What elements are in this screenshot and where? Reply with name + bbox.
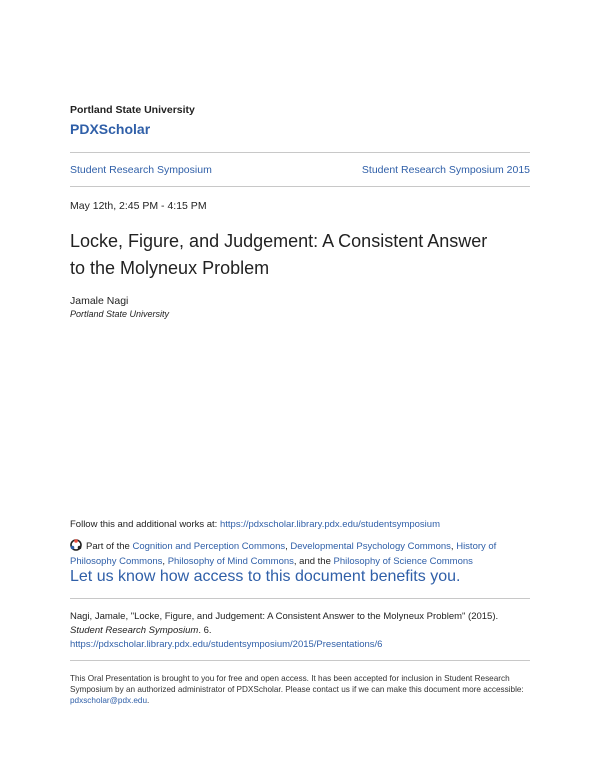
- event-datetime: May 12th, 2:45 PM - 4:15 PM: [70, 200, 207, 212]
- sep-4: , and the: [293, 556, 331, 567]
- sep-2: ,: [450, 541, 454, 552]
- symposium-link[interactable]: Student Research Symposium: [70, 164, 212, 176]
- history-philosophy-link[interactable]: History of Philosophy Commons: [70, 541, 497, 567]
- follow-url-link[interactable]: https://pdxscholar.library.pdx.edu/studentsymposium: [219, 519, 440, 530]
- sep-1: ,: [285, 541, 288, 552]
- contact-email-link[interactable]: pdxscholar@pdx.edu: [70, 696, 148, 705]
- cognition-perception-link[interactable]: Cognition and Perception Commons: [132, 541, 286, 552]
- citation: [70, 610, 540, 652]
- access-notice: [70, 673, 530, 706]
- citation-journal: Student Research Symposium: [70, 625, 199, 636]
- part-of-commons: [70, 539, 540, 569]
- philosophy-science-link[interactable]: Philosophy of Science Commons: [333, 556, 473, 567]
- feedback-link[interactable]: Let us know how access to this document benefits you.: [70, 568, 461, 585]
- university-name: Portland State University: [70, 104, 195, 116]
- developmental-psychology-link[interactable]: Developmental Psychology Commons: [290, 541, 451, 552]
- notice-text: This Oral Presentation is brought to you for free and open access. It has been accepted for inclusion in Student Research Symposium by an authorized administrator of PDXScholar. Please contact us if we can make this document more accessible:: [70, 674, 524, 694]
- part-of-prefix: Part of the: [86, 541, 130, 552]
- symposium-2015-link[interactable]: Student Research Symposium 2015: [361, 164, 530, 176]
- notice-end: .: [147, 696, 150, 705]
- divider-nav: [70, 186, 530, 187]
- author-name: Jamale Nagi: [70, 295, 129, 307]
- sep-3: ,: [162, 556, 166, 567]
- citation-text: Nagi, Jamale, "Locke, Figure, and Judgement: A Consistent Answer to the Molyneux Problem" (2015).: [70, 611, 499, 622]
- repository-link[interactable]: PDXScholar: [70, 121, 151, 137]
- author-affiliation: Portland State University: [70, 309, 170, 319]
- divider-citation: [70, 598, 530, 599]
- follow-line: [70, 519, 440, 530]
- network-icon: [70, 539, 82, 551]
- title-line-1: Locke, Figure, and Judgement: A Consistent Answer: [70, 231, 488, 251]
- divider-notice: [70, 660, 530, 661]
- citation-url-link[interactable]: https://pdxscholar.library.pdx.edu/studentsymposium/2015/Presentations/6: [70, 639, 383, 650]
- philosophy-mind-link[interactable]: Philosophy of Mind Commons: [167, 556, 294, 567]
- paper-title: [70, 228, 540, 282]
- title-line-2: to the Molyneux Problem: [70, 258, 270, 278]
- citation-number: . 6.: [198, 625, 212, 636]
- divider-top: [70, 152, 530, 153]
- follow-prefix: Follow this and additional works at:: [70, 519, 218, 530]
